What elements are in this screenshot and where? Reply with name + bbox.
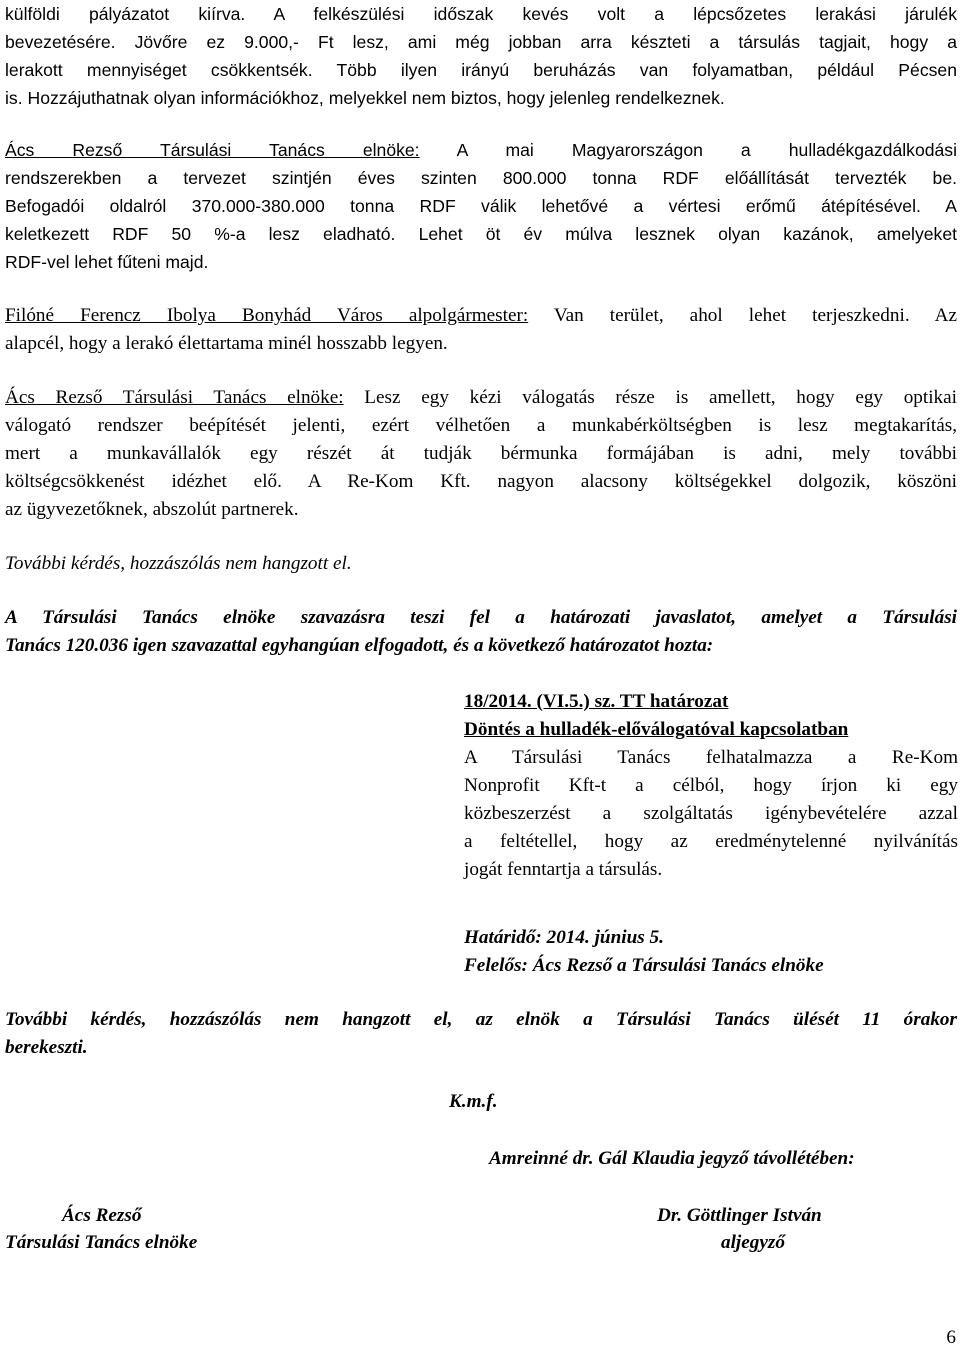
p1-line-4: keletkezett RDF 50 %-a lesz eladható. Lehet öt év múlva lesznek olyan kazánok, amelyeket	[5, 224, 957, 244]
left-signatory-name: Ács Rezső	[62, 1205, 142, 1226]
resolution-title: Döntés a hulladék-előválogatóval kapcsolatban	[464, 719, 849, 740]
p2-line-1	[5, 302, 957, 330]
resolution-line-3: közbeszerzést a szolgáltatás igénybevételére azzal	[464, 803, 958, 824]
p3-line-2: válogató rendszer beépítését jelenti, ezért vélhetően a munkabérköltségben is lesz megtakarítás,	[5, 415, 957, 436]
resolution-deadline: Határidő: 2014. június 5.	[464, 927, 664, 948]
p3-line-4: költségcsökkenést idézhet elő. A Re-Kom Kft. nagyon alacsony költségekkel dolgozik, köszöni	[5, 471, 957, 492]
p1-line-5: RDF-vel lehet fűteni majd.	[5, 252, 209, 272]
left-signatory-title: Társulási Tanács elnöke	[5, 1232, 198, 1253]
p3-line-3: mert a munkavállalók egy részét át tudják bérmunka formájában is adni, mely további	[5, 443, 957, 464]
p3-text-1: Lesz egy kézi válogatás része is amellett, hogy egy optikai	[364, 387, 958, 408]
p3-line-1	[5, 384, 957, 412]
intro-line-1: külföldi pályázatot kiírva. A felkészülési időszak kevés volt a lépcsőzetes lerakási járulék	[5, 4, 957, 24]
resolution-line-4: a feltétellel, hogy az eredménytelenné nyilvánítás	[464, 831, 958, 852]
p1-line-3: Befogadói oldalról 370.000-380.000 tonna RDF válik lehetővé a vértesi erőmű átépítésével. A	[5, 196, 957, 216]
p2-text-1: Van terület, ahol lehet terjeszkedni. Az	[553, 305, 957, 326]
intro-line-4: is. Hozzájuthatnak olyan információkhoz, melyekkel nem biztos, hogy jelenleg rendelkeznek.	[5, 88, 725, 108]
notary-absent: Amreinné dr. Gál Klaudia jegyző távollétében:	[489, 1148, 855, 1169]
resolution-line-1: A Társulási Tanács felhatalmazza a Re-Kom	[464, 747, 958, 768]
p1-line-2: rendszerekben a tervezet szintjén éves szinten 800.000 tonna RDF előállítását tervezték be.	[5, 168, 957, 188]
intro-line-3: lerakott mennyiséget csökkentsék. Több ilyen irányú beruházás van folyamatban, például Pécsen	[5, 60, 957, 80]
vote-line-2: Tanács 120.036 igen szavazattal egyhangúan elfogadott, és a következő határozatot hozta:	[5, 635, 714, 656]
p1-text-1: A mai Magyarországon a hulladékgazdálkodási	[456, 140, 958, 160]
resolution-line-2: Nonprofit Kft-t a célból, hogy írjon ki egy	[464, 775, 958, 796]
closing-line-2: berekeszti.	[5, 1037, 88, 1058]
p3-speaker: Ács Rezső Társulási Tanács elnöke:	[5, 387, 344, 408]
p1-speaker: Ács Rezső Társulási Tanács elnöke:	[5, 140, 420, 160]
right-signatory-name: Dr. Göttlinger István	[657, 1205, 822, 1226]
right-signatory-title: aljegyző	[721, 1232, 785, 1253]
no-more-questions: További kérdés, hozzászólás nem hangzott el.	[5, 553, 352, 574]
resolution-responsible: Felelős: Ács Rezső a Társulási Tanács elnöke	[464, 955, 824, 976]
page-number: 6	[946, 1327, 956, 1348]
kmf: K.m.f.	[449, 1091, 498, 1112]
vote-line-1: A Társulási Tanács elnöke szavazásra teszi fel a határozati javaslatot, amelyet a Társulási	[5, 607, 957, 628]
p1-line-1	[5, 136, 957, 164]
p2-speaker: Filóné Ferencz Ibolya Bonyhád Város alpolgármester:	[5, 305, 529, 326]
p2-line-2: alapcél, hogy a lerakó élettartama minél hosszabb legyen.	[5, 333, 448, 354]
closing-line-1: További kérdés, hozzászólás nem hangzott el, az elnök a Társulási Tanács ülését 11 órakor	[5, 1009, 957, 1030]
resolution-line-5: jogát fenntartja a társulás.	[464, 859, 663, 880]
p3-line-5: az ügyvezetőknek, abszolút partnerek.	[5, 499, 299, 520]
resolution-number: 18/2014. (VI.5.) sz. TT határozat	[464, 691, 729, 712]
intro-line-2: bevezetésére. Jövőre ez 9.000,- Ft lesz, ami még jobban arra készteti a társulás tagjait, hogy a	[5, 32, 957, 52]
